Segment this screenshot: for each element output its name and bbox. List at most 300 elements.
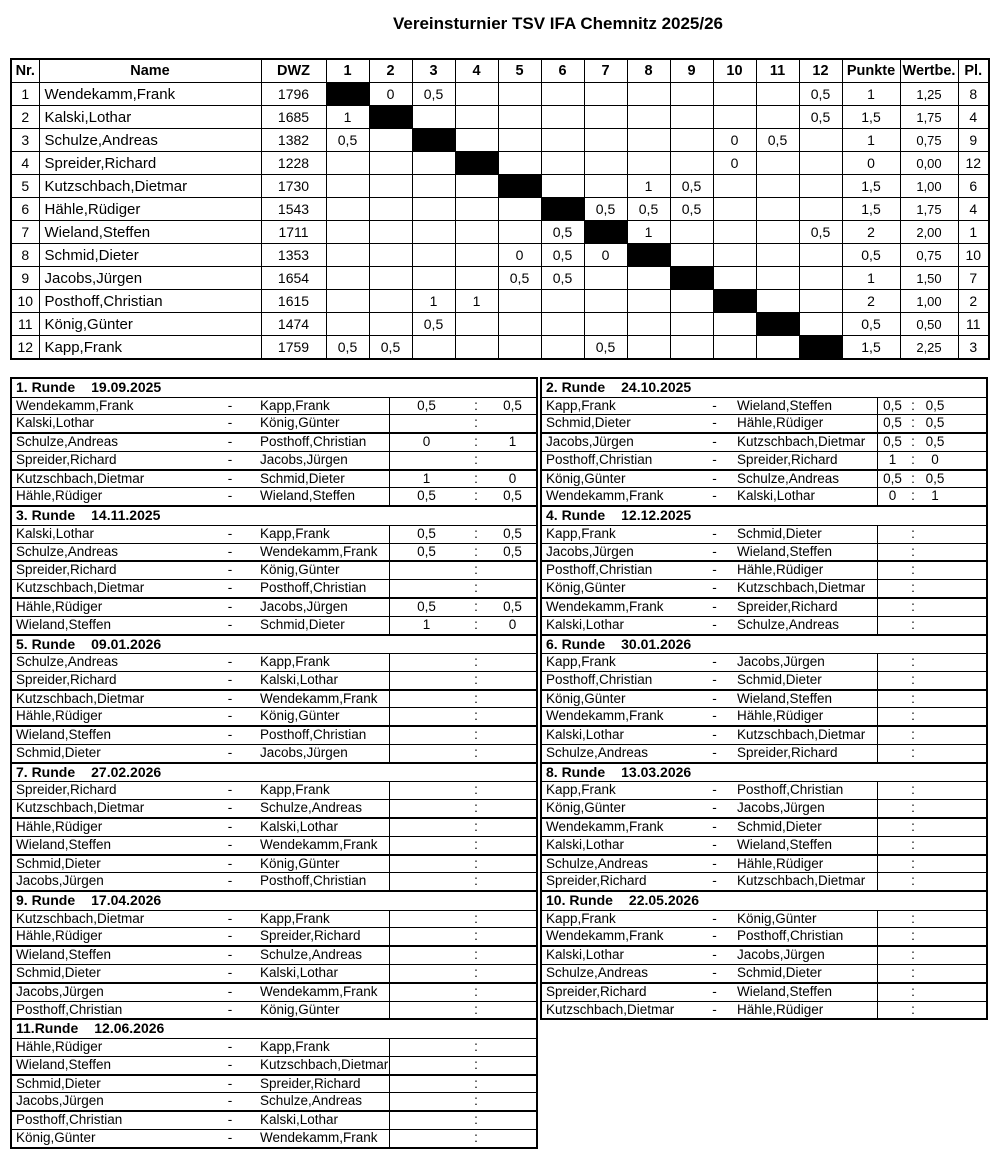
score-black [919, 856, 951, 873]
black-player: Jacobs,Jürgen [260, 598, 348, 614]
score-white [389, 873, 463, 890]
black-player: Schulze,Andreas [737, 470, 840, 486]
column-header: 3 [412, 59, 455, 83]
result-cell [369, 175, 412, 198]
white-player: Schulze,Andreas [16, 654, 119, 670]
score-colon: : [911, 434, 915, 450]
result-cell [713, 83, 756, 106]
black-player: König,Günter [737, 910, 817, 926]
result-cell [455, 267, 498, 290]
score-black [919, 819, 951, 836]
score-white [877, 1002, 907, 1019]
tiebreak-cell: 0,50 [900, 313, 958, 336]
game-row [12, 947, 536, 965]
score-black: 0 [931, 451, 939, 467]
game-row [12, 434, 536, 452]
result-cell [498, 198, 541, 221]
black-player: Wieland,Steffen [260, 488, 356, 504]
row-filler [951, 544, 986, 561]
game-row [12, 819, 536, 837]
score-black [919, 911, 951, 928]
result-cell [412, 267, 455, 290]
game-row [542, 782, 986, 800]
row-filler [951, 617, 986, 634]
row-filler [951, 562, 986, 579]
points-cell: 0,5 [842, 244, 900, 267]
round-date: 09.01.2026 [91, 635, 162, 652]
white-player: Kutzschbach,Dietmar [16, 800, 145, 816]
result-cell [455, 198, 498, 221]
white-player: Spreider,Richard [16, 782, 117, 798]
result-cell [584, 267, 627, 290]
player-name: Posthoff,Christian [39, 290, 261, 313]
score-white [877, 984, 907, 1001]
black-player: Schmid,Dieter [737, 671, 822, 687]
result-cell [541, 129, 584, 152]
result-cell: 0,5 [799, 83, 842, 106]
score-white [389, 819, 463, 836]
rounds-section [10, 377, 988, 1149]
score-colon: : [911, 800, 915, 816]
score-white [389, 800, 463, 817]
player-nr: 7 [11, 221, 39, 244]
vs-dash: - [227, 415, 233, 431]
score-white [877, 599, 907, 616]
player-name: Kutzschbach,Dietmar [39, 175, 261, 198]
score-colon: : [474, 947, 478, 963]
result-cell: 0 [369, 83, 412, 106]
result-cell: 1 [326, 106, 369, 129]
round-block [10, 1018, 538, 1148]
result-cell [498, 129, 541, 152]
points-cell: 1 [842, 129, 900, 152]
result-cell [326, 290, 369, 313]
vs-dash: - [227, 745, 233, 761]
self-cell [498, 175, 541, 198]
result-cell [627, 267, 670, 290]
result-cell: 0,5 [756, 129, 799, 152]
score-black: 0 [508, 470, 517, 486]
white-player: König,Günter [546, 690, 626, 706]
white-player: Wendekamm,Frank [546, 598, 664, 614]
game-row [542, 580, 986, 599]
result-cell [756, 106, 799, 129]
vs-dash: - [227, 470, 233, 486]
black-player: Kapp,Frank [260, 397, 330, 413]
round-header [12, 764, 536, 783]
score-black [489, 911, 536, 928]
game-row [12, 654, 536, 672]
column-header: 5 [498, 59, 541, 83]
points-cell: 2 [842, 221, 900, 244]
white-player: Posthoff,Christian [546, 451, 653, 467]
table-row [11, 175, 989, 198]
result-cell [584, 152, 627, 175]
game-row [542, 873, 986, 890]
vs-dash: - [227, 782, 233, 798]
white-player: Wieland,Steffen [16, 727, 112, 743]
row-filler [951, 745, 986, 762]
score-colon: : [911, 965, 915, 981]
black-player: Schmid,Dieter [260, 616, 345, 632]
score-colon: : [474, 800, 478, 816]
player-dwz: 1759 [261, 336, 326, 360]
game-row [12, 562, 536, 580]
white-player: Posthoff,Christian [546, 671, 653, 687]
table-row [11, 290, 989, 313]
score-black [489, 819, 536, 836]
score-black [919, 617, 951, 634]
white-player: Schulze,Andreas [16, 434, 119, 450]
table-row [11, 83, 989, 106]
black-player: Kutzschbach,Dietmar [737, 873, 866, 889]
result-cell: 0 [498, 244, 541, 267]
player-nr: 3 [11, 129, 39, 152]
result-cell: 0,5 [541, 221, 584, 244]
row-filler [951, 965, 986, 982]
vs-dash: - [227, 525, 233, 541]
score-colon: : [474, 415, 478, 431]
black-player: Wieland,Steffen [737, 543, 833, 559]
round-title: 5. Runde [16, 635, 76, 652]
white-player: Kalski,Lothar [16, 415, 95, 431]
result-cell [799, 198, 842, 221]
black-player: Posthoff,Christian [260, 434, 367, 450]
score-white: 0,5 [877, 471, 907, 488]
score-white [877, 856, 907, 873]
score-white [877, 708, 907, 725]
game-row [542, 745, 986, 762]
black-player: Wieland,Steffen [737, 690, 833, 706]
vs-dash: - [712, 616, 717, 632]
white-player: Posthoff,Christian [16, 1001, 123, 1017]
table-row [11, 106, 989, 129]
score-black [919, 580, 951, 597]
result-cell [627, 129, 670, 152]
score-colon: : [911, 836, 915, 852]
result-cell [455, 221, 498, 244]
score-colon: : [911, 855, 915, 871]
black-player: Hähle,Rüdiger [737, 415, 824, 431]
vs-dash: - [712, 488, 717, 504]
round-date: 12.06.2026 [94, 1020, 165, 1037]
result-cell: 0,5 [541, 267, 584, 290]
place-cell: 2 [958, 290, 989, 313]
black-player: Kapp,Frank [260, 782, 330, 798]
result-cell [326, 313, 369, 336]
vs-dash: - [227, 928, 233, 944]
game-row [12, 727, 536, 745]
place-cell: 8 [958, 83, 989, 106]
round-header [542, 379, 986, 398]
game-row [542, 654, 986, 672]
white-player: Kapp,Frank [546, 654, 616, 670]
score-black [489, 1057, 536, 1074]
black-player: Posthoff,Christian [737, 928, 844, 944]
result-cell [713, 221, 756, 244]
score-black [489, 928, 536, 945]
score-white [877, 947, 907, 964]
result-cell [455, 336, 498, 360]
player-nr: 10 [11, 290, 39, 313]
result-cell [369, 129, 412, 152]
round-date: 13.03.2026 [621, 763, 692, 780]
black-player: Wieland,Steffen [737, 836, 833, 852]
score-colon: : [474, 1093, 478, 1109]
white-player: Wieland,Steffen [16, 1056, 112, 1072]
score-colon: : [911, 671, 915, 687]
score-black [919, 928, 951, 945]
score-colon: : [911, 745, 915, 761]
points-cell: 1,5 [842, 336, 900, 360]
result-cell [756, 83, 799, 106]
score-white: 0,5 [389, 544, 463, 561]
result-cell [756, 336, 799, 360]
score-colon: : [911, 562, 915, 578]
white-player: Wendekamm,Frank [546, 928, 664, 944]
vs-dash: - [712, 910, 717, 926]
black-player: Kalski,Lothar [260, 671, 339, 687]
score-black [489, 672, 536, 689]
result-cell [412, 175, 455, 198]
result-cell [369, 267, 412, 290]
vs-dash: - [227, 965, 233, 981]
score-black [489, 1093, 536, 1110]
score-white [389, 727, 463, 744]
game-row [12, 1002, 536, 1019]
vs-dash: - [227, 616, 233, 632]
score-black [919, 1002, 951, 1019]
score-colon: : [474, 616, 478, 632]
score-colon: : [911, 451, 915, 467]
place-cell: 3 [958, 336, 989, 360]
white-player: Jacobs,Jürgen [16, 1093, 104, 1109]
score-black [919, 526, 951, 543]
vs-dash: - [227, 1056, 233, 1072]
score-colon: : [911, 947, 915, 963]
place-cell: 1 [958, 221, 989, 244]
result-cell [670, 129, 713, 152]
score-black [489, 691, 536, 708]
black-player: Spreider,Richard [737, 451, 838, 467]
player-dwz: 1730 [261, 175, 326, 198]
white-player: Posthoff,Christian [546, 562, 653, 578]
player-nr: 2 [11, 106, 39, 129]
result-cell [369, 313, 412, 336]
row-filler [951, 691, 986, 708]
game-row [12, 672, 536, 691]
score-white [389, 1130, 463, 1147]
score-colon: : [474, 928, 478, 944]
game-row [542, 562, 986, 580]
vs-dash: - [227, 1129, 233, 1145]
table-row [11, 152, 989, 175]
white-player: Spreider,Richard [16, 562, 117, 578]
row-filler [951, 415, 986, 432]
place-cell: 7 [958, 267, 989, 290]
result-cell [412, 106, 455, 129]
result-cell [326, 267, 369, 290]
vs-dash: - [712, 800, 717, 816]
black-player: Schulze,Andreas [260, 800, 363, 816]
result-cell [326, 244, 369, 267]
score-colon: : [474, 727, 478, 743]
result-cell [541, 106, 584, 129]
table-row [11, 198, 989, 221]
black-player: Kapp,Frank [260, 525, 330, 541]
game-row [542, 691, 986, 709]
game-row [12, 580, 536, 599]
game-row [542, 434, 986, 452]
tiebreak-cell: 1,25 [900, 83, 958, 106]
self-cell [455, 152, 498, 175]
round-block [540, 634, 988, 764]
player-name: Wendekamm,Frank [39, 83, 261, 106]
round-block [540, 762, 988, 892]
tiebreak-cell: 2,00 [900, 221, 958, 244]
vs-dash: - [712, 836, 717, 852]
game-row [12, 965, 536, 984]
vs-dash: - [227, 873, 233, 889]
white-player: König,Günter [546, 470, 626, 486]
score-black [489, 745, 536, 762]
points-cell: 1 [842, 83, 900, 106]
row-filler [951, 580, 986, 597]
player-dwz: 1543 [261, 198, 326, 221]
round-title: 10. Runde [546, 892, 613, 909]
score-black [489, 452, 536, 469]
vs-dash: - [227, 671, 233, 687]
row-filler [951, 984, 986, 1001]
crosstable [10, 58, 990, 360]
score-colon: : [474, 1056, 478, 1072]
black-player: Hähle,Rüdiger [737, 708, 824, 724]
vs-dash: - [712, 855, 717, 871]
game-row [12, 526, 536, 544]
game-row [12, 800, 536, 819]
row-filler [951, 1002, 986, 1019]
score-black [489, 782, 536, 799]
game-row [542, 928, 986, 947]
self-cell [799, 336, 842, 360]
tiebreak-cell: 1,50 [900, 267, 958, 290]
score-colon: : [474, 671, 478, 687]
column-header: 8 [627, 59, 670, 83]
row-filler [951, 672, 986, 689]
game-row [542, 672, 986, 691]
black-player: Hähle,Rüdiger [737, 562, 824, 578]
score-colon: : [474, 1038, 478, 1054]
score-white [877, 691, 907, 708]
vs-dash: - [712, 1001, 717, 1017]
score-white [389, 691, 463, 708]
score-black [919, 745, 951, 762]
round-title: 1. Runde [16, 379, 76, 395]
score-white [877, 928, 907, 945]
round-title: 6. Runde [546, 635, 606, 652]
score-white [877, 819, 907, 836]
white-player: Wieland,Steffen [16, 836, 112, 852]
result-cell [756, 290, 799, 313]
score-colon: : [911, 690, 915, 706]
player-name: Wieland,Steffen [39, 221, 261, 244]
score-colon: : [474, 562, 478, 578]
score-black [919, 654, 951, 671]
player-dwz: 1654 [261, 267, 326, 290]
score-black [489, 1076, 536, 1093]
score-black [919, 691, 951, 708]
score-black [919, 727, 951, 744]
player-name: Schulze,Andreas [39, 129, 261, 152]
white-player: Kutzschbach,Dietmar [16, 580, 145, 596]
black-player: Jacobs,Jürgen [737, 947, 825, 963]
round-date: 17.04.2026 [91, 892, 162, 909]
white-player: Jacobs,Jürgen [16, 983, 104, 999]
score-white [389, 947, 463, 964]
row-filler [951, 782, 986, 799]
black-player: Kapp,Frank [260, 1038, 330, 1054]
score-white [389, 672, 463, 689]
self-cell [369, 106, 412, 129]
score-white [389, 415, 463, 432]
score-colon: : [474, 451, 478, 467]
game-row [12, 471, 536, 489]
score-white [389, 1076, 463, 1093]
row-filler [951, 873, 986, 890]
row-filler [951, 452, 986, 469]
score-white [389, 856, 463, 873]
game-row [12, 1039, 536, 1057]
row-filler [951, 819, 986, 836]
score-black [919, 947, 951, 964]
game-row [542, 544, 986, 563]
score-colon: : [474, 873, 478, 889]
place-cell: 9 [958, 129, 989, 152]
row-filler [951, 837, 986, 854]
vs-dash: - [227, 910, 233, 926]
score-black [489, 800, 536, 817]
result-cell: 0,5 [799, 106, 842, 129]
result-cell [756, 267, 799, 290]
white-player: Wendekamm,Frank [546, 488, 664, 504]
points-cell: 2 [842, 290, 900, 313]
white-player: Schmid,Dieter [16, 965, 101, 981]
result-cell [541, 313, 584, 336]
column-header: Name [39, 59, 261, 83]
score-white [877, 544, 907, 561]
result-cell [627, 336, 670, 360]
round-block [10, 505, 538, 635]
game-row [542, 984, 986, 1002]
white-player: Kapp,Frank [546, 910, 616, 926]
result-cell: 0,5 [584, 336, 627, 360]
vs-dash: - [227, 598, 233, 614]
game-row [542, 617, 986, 634]
player-dwz: 1711 [261, 221, 326, 244]
column-header: 12 [799, 59, 842, 83]
score-colon: : [474, 1129, 478, 1145]
white-player: Spreider,Richard [16, 671, 117, 687]
result-cell [713, 244, 756, 267]
round-date: 24.10.2025 [621, 379, 692, 395]
column-header: DWZ [261, 59, 326, 83]
round-date: 12.12.2025 [621, 507, 692, 524]
result-cell [326, 198, 369, 221]
result-cell [756, 152, 799, 175]
self-cell [713, 290, 756, 313]
white-player: König,Günter [16, 1129, 96, 1145]
score-black: 0,5 [503, 543, 522, 559]
